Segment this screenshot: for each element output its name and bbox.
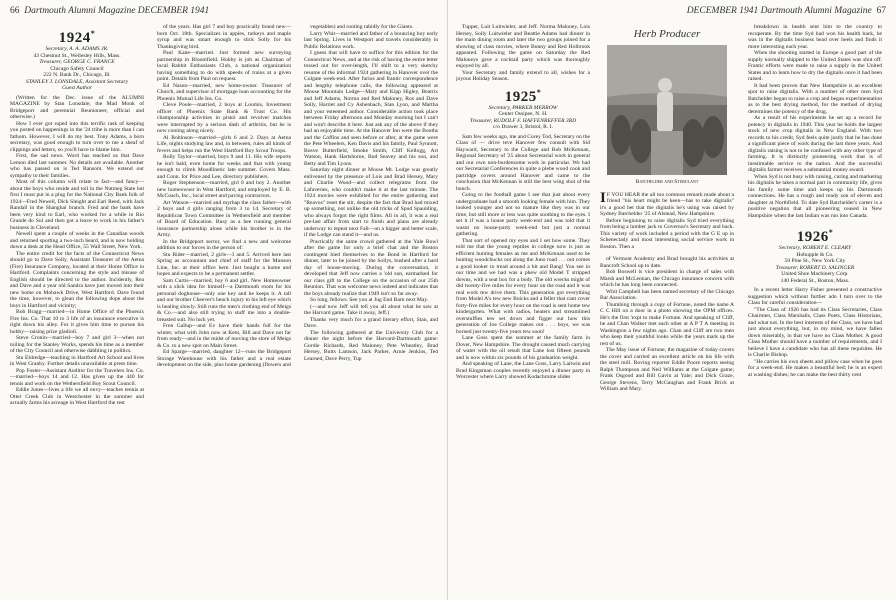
paragraph: The entire credit for the facts of the Connecticut News should go to Dave Solly, Assistant Treasurer of the Aetna (Fire) Insurance Company, located at their Home Office in Hartford. Complaints concerning the style and misuse of English should be directed to the author. Incidently, Rea and Dave and a year old Sandra have just moved into their new home on Mohawk Drive, West Hartford. Dave found the time, however, to glean the following dope about the boys in Hartford and vicinity; — [10, 250, 144, 309]
class-1926-company1: Hobupple & Co. — [796, 251, 834, 258]
paragraph: I guess that will have to suffice for this edition for the Connecticut News, and at the risk of having the entire letter tossed out for over-length, I'll shift to a very sketchy resume of the informal 1924 gathering in Hanover over the Colgate week-end. After furios and frantic correspondence and lengthy telephone calls, the following appeared at Moose Mountain Lodge—Mary and Kipp Higley, Beatrix and Jeff Adams, Norma and Red Maloney, Ros and Dave Solly, Harriet and Cy Ashenbach, Stan Lyon, and Martha and your esteemed author. Considerable action took place between Friday afternoon and Monday morning but I can't and won't describe it here. Just ask any of the above if they had an enjoyable time. At the Hanover Inn were the Booths and the Coffins and seen before or after, at the game were the Pete Wheelers, Ken Davis and his family, Paul Synnott, Bosve Butterfield, Smoke Smith, Cliff Kellogg, Art Watson, Hank Hartshorne, Bud Seavey and his son, and Betty and Tim Lyons. — [304, 50, 438, 167]
left-page-number: 66 — [10, 6, 20, 16]
paragraph: Stu Rider—married, 2 girls—3 and 5. Arrived here last Spring as accountant and chief of staff for the Munson Line, Inc. at their office here. Just bought a home and hopes and expects to be a permanent settler. — [157, 251, 291, 277]
photo-caption: Batchelder and Stimulant — [635, 179, 699, 185]
paragraph: The following gathered at the University Club for a dinner the night before the Harvard-Dartmouth game: Gordie Richards, Red Maloney, Pete Wheatley, Brad Hersey, Butts Lamson, Jack Parker, Arnie Jenkins, Ted Learned, Dave Perry, Tup — [304, 329, 438, 362]
paragraph: (—and now Jeff will tell you all about what he saw at the Harvard game. Take it away, Jeff.) — [304, 303, 438, 316]
paragraph: Pop Foster—Assistant Auditor for the Travelers Ins. Co.—married—boys 14 and 12. Has given up the 440 for tennis and work on the Wethersfield Boy Scout Council. — [10, 367, 144, 387]
paragraph: Your Secretary and family extend to all, wishes for a joyous Holiday Season. — [456, 69, 590, 82]
paragraph: It had been proven that New Hampshire is an excellent spot to raise digitalis. With a number of other men Syd Batchelder began to raise a crop and began experimentation as to the best drying method, for the method of drying determines the potency of the drug. — [748, 82, 882, 115]
right-running-head — [687, 6, 886, 18]
drop-cap: I — [600, 189, 606, 206]
right-page — [448, 0, 896, 600]
class-1924-treasurer: Treasurer, GEORGE C. FRANCE — [39, 59, 115, 65]
paragraph: "He carries his own sheets and pillow case when he goes for a week-end. He makes a beautiful bed; he is an expert at washing dishes; he can make the best thirty cent — [748, 358, 882, 378]
herb-field-photo-icon — [607, 45, 727, 175]
paragraph: breakdown in health sent him to the country to recuperate. By the time Syd had won his health back, he was in the digitalis business head over heels and finds it more interesting each year. — [748, 24, 882, 50]
paragraph: of Vermont Academy and Brad brought his activities at Bancroft School up to date. — [600, 256, 734, 269]
paragraph: Larry Whit—married and father of a bouncing boy early last Spring. Lives in Westport and travels considerably in Public Relations work. — [304, 30, 438, 50]
paragraph: When the shooting started in Europe a good part of the supply normally shipped to the United States was shut off. Frantic efforts were made to raise a supply in the United States and to learn how to dry the digitalis once it had been raised. — [748, 50, 882, 82]
paragraph: Art Watson—married and myrhap the class father—with 2 boys and 4 girls ranging from 3 to 14. Secretary of Republican Town Committee in Wethersfield and member of Board of Education. Busy as a bee running general insurance partnership alone while his brother is in the Army. — [157, 199, 291, 238]
class-1925-treasurer-address: c/o Drawer 3, Bristol, R. I. — [493, 124, 553, 130]
class-1924-company-address: 222 N. Bank Dr., Chicago, Ill. — [43, 72, 111, 78]
right-column-2 — [600, 24, 734, 596]
paragraph: Roger Stephenson—married, girl 8 and boy 2. Another new homeowner in West Hartford, and employed by E. B. McCoach, Inc., local street and paving contractors. — [157, 180, 291, 199]
paragraph: Sam Curtis—married, boy 6 and girl. New Homeowner with a slick idea for himself—a Dartmouth room for his personal doghouse—only one key and he keeps it. A tall and our brother Cheever's bench injury to his left eye which is healing slowly. Still runs the men's clothing end of Meigs & Co.—and also still trying to stuff me into a double-breasted suit. No luck yet. — [157, 277, 291, 323]
paragraph: Steve Cronin—married—boy 7 and girl 3—when not toiling for the Stanley Works, spends his time as a member of the City Council and otherwise dabbling in politics. — [10, 335, 144, 354]
class-1924-guest: STANLEY J. LONSDALE, Assistant Secretary — [25, 78, 129, 85]
paragraph: vegetables) and rooting rabidly for the Giants. — [310, 24, 414, 30]
class-1924-company: Chicago Safety Council — [50, 65, 104, 72]
paragraph: Lane Goss spent the summer at the family farm in Dover, New Hampshire. The drought caused much carrying of water with the oil result that Lane lost fifteen pounds and is now within six pounds of his graduation weight. — [456, 335, 590, 361]
class-1925-address: Center Ossipee, N. H. — [498, 111, 548, 117]
paragraph: That sort of opened my eyes and I set how some. They told me that the young reptiles in college now is just as efficient hunting females as me and McKennan used to be hunting woodchucks out along the Juno road . . . out comes a good looker to tread around a bit and Bang! You see in our time and we had was a phew old Model T stripped downs, with a seat box for a body. The old wrecks might of did twenty-five miles for every hour on the road and it was real work tew drive them. This generation got everything from Model A's tew new Buicks and a feller that cant cover forty-five miles for every hour on the road is sent home tew kindergarten. What with radios, heaters and streamlined overstuffies tew set down and figger out how this generation of Joe College makes out . . . boys, we was borned just twenty-five years tew soon! — [456, 237, 590, 335]
class-1924-secretary: Secretary, A. A. ADAMS JR. — [45, 46, 109, 52]
paragraph: In a recent letter Harry Fisher presented a constructive suggestion which without further ado I turn over to the Class for careful consideration— — [748, 287, 882, 306]
right-column-3 — [748, 24, 882, 596]
class-1924-address: 43 Chestnut St., Wellesley Hills, Mass. — [33, 52, 121, 59]
paragraph: (Written for the Dec. issue of the ALUMNI MAGAZINE by Stan Lonsdale, the Mad Monk of Bridgeport and perennial Reunioneer, official and otherwise.) — [10, 94, 144, 120]
class-1924-guest-role: Guest Author — [62, 85, 92, 91]
paragraph: Practically the same crowd gathered at the Yale Bowl after the game for only a brief chat and the Boston contingent hied themselves to the Bond in Hartford for dinner, later to be joined by the Sollys, bushed after a hard day of house-moving. During the conversation, it developed that Jeff now carries a 'old sun, earmarked for our class gift to the College on the occasion of our 25th Reunion. That was welcome news indeed and indicates that the boys already realize that 1949 isn't so far away. — [304, 238, 438, 297]
paragraph: And speaking of Lane, the Lane Goss, Larry Laitwin and Brad Kingsman couples recently enjoyed a dinner party in Worcester where Larry showed Kodachrome slides — [456, 361, 590, 380]
right-running-title: DECEMBER 1941 Dartmouth Alumni Magazine — [686, 6, 872, 16]
herb-producer-title: Herb Producer — [633, 28, 701, 40]
class-1926-company2: United Shoe Machinery Corp. — [781, 271, 849, 277]
left-running-title: Dartmouth Alumni Magazine DECEMBER 1941 — [24, 6, 210, 16]
paragraph: Fren Gallup—and Ev have their hands full for the winter, what with John now at Kent, Bill and Dave not far from ready—and in the midst of moving the store of Meigs & Co. to a new spot on Main Street. — [157, 323, 291, 349]
paragraph: Thumbing through a copy of Fortune, noted the name A C C Hill on a door in a photo showing the OPM offices. He's the first 'expt to make Fortune. And speaking of Cliff, he and Chan Walker met each other at A P T A meeting in Washington a few nights ago. Chan and Cliff are two men who keep their youthful looks while the years mark up the rest of us. — [600, 301, 734, 347]
paragraph: "The Class of 1926 has had its Class Secretaries, Class Chairmen, Class Marshalls, Class Poets, Class Historians, and what not. In the best interests of the Class, we have had just about everything, but, in my mind, we have fallen down miserably, in that we have no Class Mother. A good Class Mother should have a number of requirements, and I believe I have a candidate who has all these requisites. He is Charlie Bishop. — [748, 306, 882, 358]
paragraph: How I ever got roped into this terrific task of keeping you posted on happenings in the '24 tribe is more than I can fathom. However, I will do my best. Tony Adams, a born secretary, was good enough to turn over to me a sheaf of clippings and letters, so you'll have to blame him. — [10, 120, 144, 153]
paragraph: Newell spent a couple of weeks in the Canadian woods and returned sporting a two-inch beard, and is now holding down a desk at the Head Office, 55 Wall Street, New York. — [10, 231, 144, 250]
paragraph: Ed Nason—married, new home-owner. Treasurer of Church, and supervisor of mortgage loan accounting for the Phoenix Mutual Life Ins. Co. — [157, 82, 291, 102]
class-1925-secretary: Secretary, PARKER MERROW — [488, 104, 558, 111]
paragraph: In the Bridgeport sector, we find a new and welcome addition to our forces in the person of: — [157, 238, 291, 251]
paragraph: Going to the football game I see that just about every undergraduate had a smooth looking female with him. They looked younger and not so mature like they was in our time, but still more or less was quite soothing to the eyes. I set it if was a house party week-end and was told that it wasnt no house-party week-end but just a normal gathering. — [456, 192, 590, 237]
class-1926-secretary: Secretary, ROBERT E. CLEARY — [778, 245, 852, 251]
class-1925-treasurer: Treasurer, RUDOLF F. HAFFENREFFER 3RD — [469, 117, 577, 124]
paragraph: Ed Sparge—married, daughter 12—runs the Bridgeport Storage Warehouse with his father and a real estate development on the side, plus home gardening (flowers and — [157, 349, 291, 368]
paragraph: Al Robinson—married—girls 6 and 2. Days at Aetna Life, nights studying law and, in between, rules all kinds of fevers and helps run the West Hartford Boy Scout Troops. — [157, 134, 291, 154]
paragraph: The May issue of Fortune, the magazine of today covers the cover and carried an excellent article on his life with the steel mill. Roving reporter Eddie Poore reports seeing Ralph Thompson and Neil Williams at the Colgate game; Frank Osgood and Bill Gavin at Yale; and Dick Graze, George Stevens, Terry McGaughan and Frank Brick at William and Mary. — [600, 347, 734, 392]
class-1924-header — [10, 26, 144, 92]
paragraph: Whit Campbell has been named secretary of the Chicago Bar Association. — [600, 288, 734, 301]
right-page-number: 67 — [876, 6, 886, 16]
batchelder-photo — [607, 45, 727, 175]
paragraph: Paul Kane—married. Just formed new surveying partnership in Bloomfield. Hobby is job as Chairman of local Rabbit Enthusiasts Club, a national organization having something to do with speeds of trains at a given point. Details from Paul on request. — [157, 50, 291, 82]
class-1925-header — [456, 85, 590, 131]
paragraph: Eddie Jones—lives a life we all envy—teaches tennis at Otter Creek Club in Westchester in the summer and actually farms his acreage in West Hartford the rest — [10, 387, 144, 406]
left-running-head — [10, 6, 209, 18]
left-column-2 — [157, 24, 291, 596]
left-column-3 — [304, 24, 438, 596]
paragraph: Thanks very much for a grand literary effort, Stan, and Dave. — [304, 316, 438, 329]
paragraph: Cleve Poole—married, 2 boys at Loomis, Investment officer of Phoenix State Bank & Trust Co. His championship activities in pistol and revolver matches were interrupted by a serious dash of arthritis, but he is now coming along nicely. — [157, 102, 291, 134]
class-1926-treasurer: Treasurer, ROBERT D. SALINGER — [775, 264, 855, 271]
herb-lead-paragraph: I F YOU HEAR the all too common remark made about a friend "his heart might be keen—has to take digitalis" it's a good bet that the digitalis he's using was raised by Sydney Batchelder '25 of Alstead, New Hampshire. — [600, 189, 734, 217]
paragraph: Tupper, Luit Luitwieler, and Jeff. Norma Maloney, Lois Hersey, Solly Luitwieler and Beattie Adams had dinner in the main dining room and later the two groups joined for a showing of class movies, where Bunny and Red Holbrook appeared. Following the game on Saturday the Red Maloneys gave a cocktail party which was thoroughly enjoyed by all. — [456, 24, 590, 69]
paragraph: When Syd is not busy with raising, curing and marketing his digitalis he takes a normal part in community life, gives his family some time and keeps up his Dartmouth connections. He has a rough and ready son of eleven and daughter at Northfield. To date Syd Batchelder's career is a positive negation that all pioneering ceased in New Hampshire when the last Indian was run into Canada. — [748, 173, 882, 219]
paragraph: Rolly Taylor—married, boys 9 and 11. His wife reports he isn't bald, even home for weeks and that with young enough to climb Moodlinetic late summer. Covers Mass. and Conn. for Price and Lee, directory publishers. — [157, 154, 291, 180]
paragraph: Most of this column will relate to fact—and fancy—about the boys who reside and toil in the Nutmeg State but first I must put in a plug for the National City Bank folk of 1924—Fred Newell, Dick Sleight and Earl Reed, with Jack Randall in the Shanghai branch. Fred and the bank have been very kind to Earl, who worked for a while in Rio Grande do Sul and then got a leave to work in his father's business in Cleveland. — [10, 179, 144, 231]
paragraph: Saturday night dinner at Moose Mt. Lodge was greatly enlivened by the presence of Lois and Brad Hersey, Mary and Charlie Wood—and collect telegrams from the Lafaveries, who couldn't make it at the last minute. The 1924 movies were exhibited for the entire gathering and "Reavos" reset the stir, despite the fact that Brad had mixed up something, not unlike the old tricks of Spud Spaulding, who always forgot the right films. All in all, it was a real pre-last affair from start to finish and plans are already underway to repeat next Fall—on a bigger and better scale, if the Lodge can stand it—and us. — [304, 167, 438, 238]
class-1926-year: 1926* — [796, 228, 834, 245]
class-1926-address1: 50 Pine St., New York City — [784, 258, 846, 264]
left-column-1 — [10, 24, 144, 596]
class-1926-address2: 140 Federal St., Boston, Mass. — [780, 277, 850, 284]
right-column-1 — [456, 24, 590, 596]
paragraph: of the years. Has girl 7 and boy practically brand new—born Oct. 18th. Specializes in apples, turkeys and maple syrup and was smart enough to stick Solly for his Thanksgiving bird. — [157, 24, 291, 50]
paragraph: Sam few weeks ago, me and Corey Tod, Secretary on the Class of — drive teve Hanover few consult with Sid Hayward, Secretary to the College and Bob McKennan, Regional Secretary of '25 about Secretarial work in general and our own non-burdensome work in particular. We had our Secretarial Conferences in quite a plebe wood cook and partridge covers around Hanover and came to the conclusion that McKennan is still the best wing shot of the bunch. — [456, 133, 590, 192]
paragraph: Before beginning to raise digitalis Syd tried everything from being a lumber jack to Governor's Secretary and back. This variety of work included a period with the G E up in Schenectady and most interesting social service work in Boston. Then a — [600, 217, 734, 250]
paragraph: Stu Eldredge—teaching in Hartford Art School and lives in West Granby. Further details unavailable at press time. — [10, 354, 144, 367]
paragraph: Bob Boswell is vice president in charge of sales with Marsh and McLennan, the Chicago insurance concern with which he has long been connected. — [600, 269, 734, 288]
class-1924-year: 1924* — [58, 29, 96, 46]
paragraph: As a result of his experiments he set up a record for potency in digitalis in 1940. This year he holds the largest stock of new crop digitalis in New England. With two records to his credit, Syd feels quite justly that he has done a significant piece of work during the last three years. And digitalis raising is not to be confused with any other type of farming. It is distinctly pioneering work that is of inestimable service to the nation. And the successful digitalis farmer receives a substantial money award. — [748, 115, 882, 173]
paragraph: So long, fellows. See you at Jug End Barn next May. — [310, 297, 429, 303]
class-1925-year: 1925* — [504, 87, 542, 105]
paragraph: Bob Bragg—married—in Home Office of the Phoenix Fire Ins. Co. That 10 to 3 life of an insurance executive is right down his alley. For it gives him time to pursue his hobby—raising prize gladioli. — [10, 309, 144, 335]
class-1926-header — [748, 225, 882, 284]
paragraph: First, the sad news. Word has reached us that Dave Lemon died last summer. No details are available. Another who has passed on is Ted Ransom. We extend our sympathy to their families. — [10, 153, 144, 179]
